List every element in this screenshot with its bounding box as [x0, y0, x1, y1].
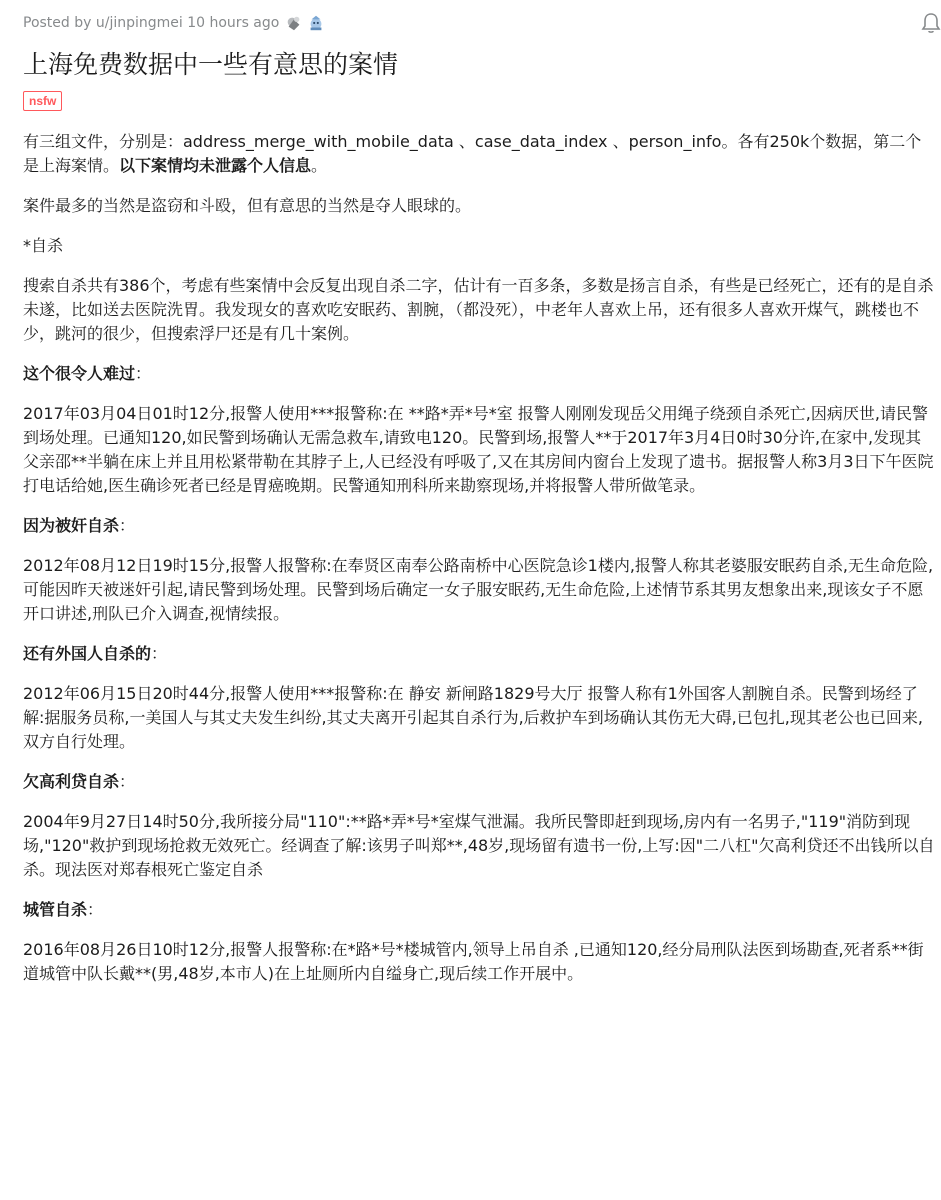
section-text: 2016年08月26日10时12分,报警人报警称:在*路*号*楼城管内,领导上吊自杀 ,已通知120,经分局刑队法医到场勘查,死者系**街道城管中队长戴**(男,48岁,本市人)在上址厕所内自缢身亡,现后续工作开展中。: [23, 940, 924, 983]
posted-by-text[interactable]: Posted by u/jinpingmei 10 hours ago: [23, 15, 280, 31]
heading-colon: ：: [151, 644, 168, 663]
section-heading: [23, 514, 935, 538]
section-heading-bold: 因为被奸自杀: [23, 516, 120, 535]
intro-bold-text: 以下案情均未泄露个人信息: [119, 156, 312, 175]
heading-colon: ：: [119, 516, 136, 535]
paragraph: 案件最多的当然是盗窃和斗殴，但有意思的当然是夺人眼球的。: [23, 196, 472, 215]
heading-colon: ：: [135, 364, 152, 383]
section-heading-bold: 还有外国人自杀的: [23, 644, 152, 663]
intro-text: 有三组文件，分别是：address_merge_with_mobile_data 、case_data_index 、person_info。各有250k个数据，第二个是上海案情。: [23, 132, 922, 175]
section-text: 2012年06月15日20时44分,报警人使用***报警称:在 静安 新闸路1829号大厅 报警人称有1外国客人割腕自杀。民警到场经了解:据服务员称,一美国人与其丈夫发生纠纷,其丈夫离开引起其自杀行为,后救护车到场确认其伤无大碍,已包扎,现其老公也已回来,双方自行处理。: [23, 684, 923, 751]
section-text: 2004年9月27日14时50分,我所接分局"110":**路*弄*号*室煤气泄漏。我所民警即赶到现场,房内有一名男子,"119"消防到现场,"120"救护到现场抢救无效死亡。经调查了解:该男子叫郑**,48岁,现场留有遗书一份,上写:因"二八杠"欠高利贷还不出钱所以自杀。现法医对郑春根死亡鉴定自杀: [23, 812, 935, 879]
notification-bell-icon[interactable]: [921, 12, 941, 34]
section-heading-bold: 这个很令人难过: [23, 364, 136, 383]
section-heading: [23, 898, 935, 922]
section-heading: [23, 770, 935, 794]
post-meta: [23, 0, 935, 46]
section-heading: [23, 642, 935, 666]
section-heading-bold: 欠高利贷自杀: [23, 772, 120, 791]
post-body: [23, 130, 935, 986]
award-icon[interactable]: [307, 14, 325, 32]
intro-paragraph: [23, 130, 935, 178]
post-container: [23, 0, 935, 1002]
section-text: 2017年03月04日01时12分,报警人使用***报警称:在 **路*弄*号*室 报警人刚刚发现岳父用绳子绕颈自杀死亡,因病厌世,请民警到场处理。已通知120,如民警到场确认无需急救车,请致电120。民警到场,报警人**于2017年3月4日0时30分许,在家中,发现其父亲邵**半躺在床上并且用松紧带勒在其脖子上,人已经没有呼吸了,又在其房间内窗台上发现了遗书。据报警人称3月3日下午医院打电话给她,医生确诊死者已经是胃癌晚期。民警通知刑科所来勘察现场,并将报警人带所做笔录。: [23, 404, 934, 495]
heading-colon: ：: [87, 900, 104, 919]
paragraph: *自杀: [23, 236, 64, 255]
intro-end: 。: [311, 156, 328, 175]
post-title[interactable]: 上海免费数据中一些有意思的案情: [23, 50, 399, 79]
heading-colon: ：: [119, 772, 136, 791]
section-text: 2012年08月12日19时15分,报警人报警称:在奉贤区南奉公路南桥中心医院急诊1楼内,报警人称其老婆服安眠药自杀,无生命危险,可能因昨天被迷奸引起,请民警到场处理。民警到场后确定一女子服安眠药,无生命危险,上述情节系其男友想象出来,现该女子不愿开口讲述,刑队已介入调查,视情续报。: [23, 556, 934, 623]
section-heading-bold: 城管自杀: [23, 900, 88, 919]
nsfw-flair[interactable]: nsfw: [23, 91, 62, 111]
section-heading: [23, 362, 935, 386]
award-icon[interactable]: [285, 14, 303, 32]
paragraph: 搜索自杀共有386个，考虑有些案情中会反复出现自杀二字，估计有一百多条，多数是扬言自杀，有些是已经死亡，还有的是自杀未遂，比如送去医院洗胃。我发现女的喜欢吃安眠药、割腕，（都没死），中老年人喜欢上吊，还有很多人喜欢开煤气，跳楼也不少，跳河的很少，但搜索浮尸还是有几十案例。: [23, 276, 934, 343]
